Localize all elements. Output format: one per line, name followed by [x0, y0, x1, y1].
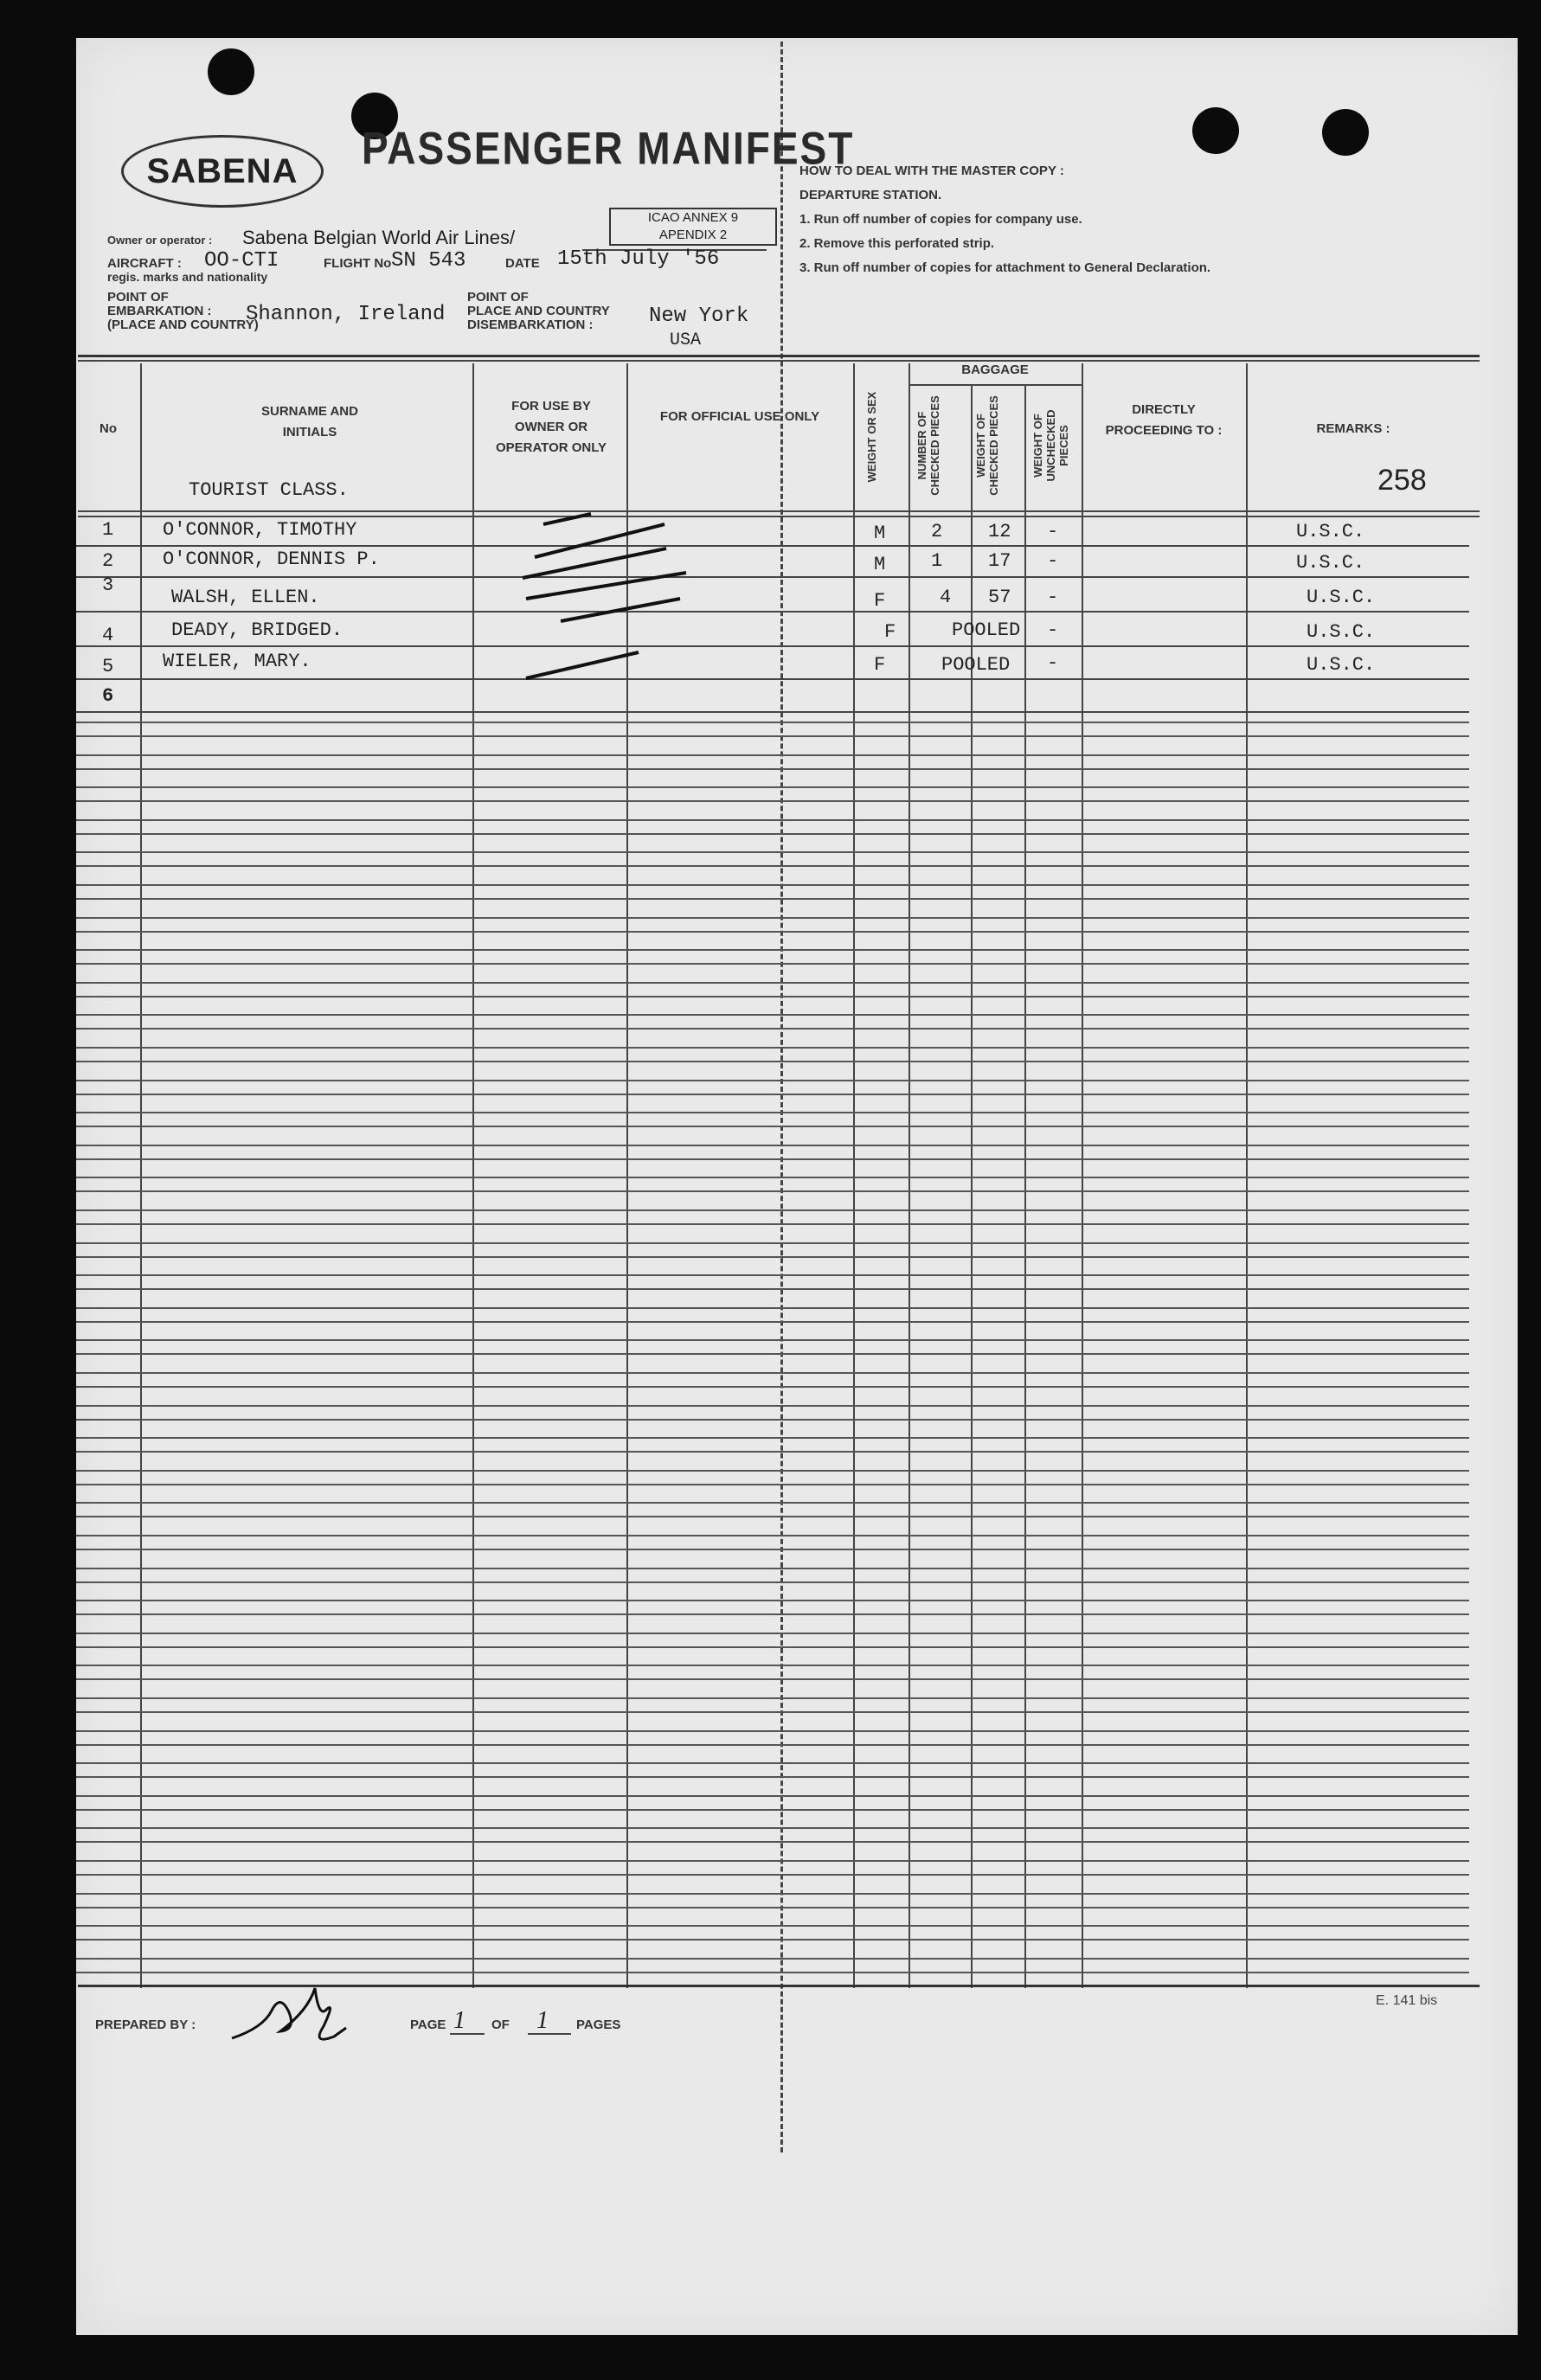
page-underline	[450, 2033, 485, 2035]
prepared-by-label: PREPARED BY :	[95, 2018, 196, 2032]
of-underline	[528, 2033, 571, 2035]
punch-hole	[1322, 109, 1369, 156]
col-header-remarks: REMARKS :	[1316, 421, 1390, 436]
embark-label-3: (PLACE AND COUNTRY)	[107, 318, 259, 332]
blank-row	[76, 1177, 1469, 1192]
blank-row	[76, 851, 1469, 867]
bag-weight: 57	[988, 587, 1011, 608]
col-header-baggage: BAGGAGE	[961, 362, 1029, 377]
blank-row	[76, 1827, 1469, 1843]
blank-row	[76, 1860, 1469, 1876]
col-header-weight-sex: WEIGHT OR SEX	[865, 391, 878, 483]
col-header-bag-checked: NUMBER OF CHECKED PIECES	[915, 395, 941, 496]
icao-annex-box	[609, 208, 777, 246]
row-rule	[76, 611, 1469, 613]
page-label: PAGE	[410, 2018, 446, 2032]
passenger-sex: F	[874, 590, 886, 612]
blank-row	[76, 1600, 1469, 1615]
row-no: 1	[102, 519, 114, 541]
row-no: 4	[102, 625, 114, 646]
blank-row	[76, 982, 1469, 998]
row-rule	[76, 545, 1469, 547]
bag-pieces: POOLED	[952, 619, 1021, 641]
owner-value: Sabena Belgian World Air Lines/	[242, 227, 516, 248]
annex-line-2: APENDIX 2	[658, 228, 728, 242]
class-label: TOURIST CLASS.	[189, 479, 349, 501]
blank-row	[76, 1730, 1469, 1746]
instruction-step: 2. Remove this perforated strip.	[799, 236, 995, 251]
row-no: 3	[102, 574, 114, 596]
table-top-rule	[78, 355, 1480, 357]
col-header-bag-weight-checked: WEIGHT OF CHECKED PIECES	[974, 395, 1000, 496]
bag-pieces: 4	[940, 587, 952, 608]
blank-row	[76, 1568, 1469, 1583]
form-code: E. 141 bis	[1376, 1993, 1438, 2008]
blank-row	[76, 1274, 1469, 1290]
passenger-name: WALSH, ELLEN.	[171, 587, 320, 608]
disembarkation-country: USA	[670, 330, 702, 350]
blank-row	[76, 1762, 1469, 1778]
col-header-owner-use: FOR USE BY OWNER OR OPERATOR ONLY	[495, 399, 607, 455]
disembarkation-value: New York	[649, 305, 749, 328]
passenger-remarks: U.S.C.	[1307, 654, 1376, 676]
header-bottom-rule-2	[78, 516, 1480, 517]
passenger-name: WIELER, MARY.	[163, 651, 311, 672]
embark-label-2: EMBARKATION :	[107, 304, 212, 318]
punch-hole	[1192, 107, 1239, 154]
blank-row	[76, 1535, 1469, 1550]
instruction-step: 3. Run off number of copies for attachment to General Declaration.	[799, 260, 1211, 275]
passenger-sex: F	[884, 621, 896, 643]
instruction-step: 1. Run off number of copies for company use.	[799, 212, 1082, 227]
embarkation-value: Shannon, Ireland	[246, 303, 446, 326]
passenger-sex: F	[874, 654, 886, 676]
row-rule	[76, 576, 1469, 578]
col-header-no: No	[100, 421, 117, 436]
passenger-name: O'CONNOR, DENNIS P.	[163, 548, 380, 570]
blank-row	[76, 884, 1469, 900]
disembark-label-2: PLACE AND COUNTRY	[467, 304, 610, 318]
handwritten-signature	[228, 1976, 350, 2054]
blank-row	[76, 1437, 1469, 1453]
row-rule	[76, 645, 1469, 647]
of-value: 1	[536, 2007, 549, 2034]
passenger-sex: M	[874, 554, 886, 575]
row-no: 6	[102, 685, 114, 707]
bag-weight: 12	[988, 521, 1011, 542]
blank-row	[76, 1307, 1469, 1323]
row-rule	[76, 711, 1469, 713]
sabena-logo: SABENA	[121, 135, 324, 208]
col-header-official: FOR OFFICIAL USE ONLY	[659, 409, 820, 424]
blank-row	[76, 1405, 1469, 1421]
of-label: OF	[491, 2018, 510, 2032]
bag-unchecked: -	[1047, 550, 1059, 572]
col-header-bag-weight-unchecked: WEIGHT OF UNCHECKED PIECES	[1031, 409, 1070, 482]
blank-row	[76, 1893, 1469, 1908]
handwritten-check-marks	[440, 505, 699, 704]
blank-row	[76, 786, 1469, 802]
disembark-label-1: POINT OF	[467, 290, 529, 305]
blank-row	[76, 722, 1469, 737]
blank-row	[76, 1795, 1469, 1811]
passenger-remarks: U.S.C.	[1307, 587, 1376, 608]
blank-row	[76, 1242, 1469, 1258]
bag-weight: 17	[988, 550, 1011, 572]
blank-row	[76, 917, 1469, 933]
blank-row	[76, 1372, 1469, 1388]
passenger-remarks: U.S.C.	[1296, 552, 1365, 574]
blank-row	[76, 1209, 1469, 1225]
passenger-name: DEADY, BRIDGED.	[171, 619, 344, 641]
passenger-remarks: U.S.C.	[1296, 521, 1365, 542]
blank-row	[76, 1080, 1469, 1095]
disembarkation-label	[467, 291, 610, 332]
date-value: 15th July '56	[557, 247, 720, 271]
bag-unchecked: -	[1047, 587, 1059, 608]
passenger-sex: M	[874, 523, 886, 544]
bag-pieces: POOLED	[941, 654, 1011, 676]
blank-row	[76, 1047, 1469, 1062]
blank-row	[76, 1339, 1469, 1355]
row-no: 5	[102, 656, 114, 677]
blank-row	[76, 754, 1469, 770]
table-top-rule-2	[78, 360, 1480, 362]
date-label: DATE	[505, 256, 540, 271]
aircraft-sub: regis. marks and nationality	[107, 270, 268, 284]
header-bottom-rule	[78, 510, 1480, 512]
instructions-subtitle: DEPARTURE STATION.	[799, 188, 942, 202]
col-header-surname: SURNAME AND INITIALS	[261, 404, 358, 439]
passenger-name: O'CONNOR, TIMOTHY	[163, 519, 357, 541]
blank-row	[76, 1697, 1469, 1713]
flight-value: SN 543	[391, 249, 466, 273]
form-title: PASSENGER MANIFEST	[362, 122, 855, 174]
blank-row	[76, 1958, 1469, 1973]
baggage-header-rule	[909, 384, 1082, 386]
blank-row	[76, 949, 1469, 965]
page-value: 1	[453, 2007, 466, 2034]
col-header-proceeding: DIRECTLY PROCEEDING TO :	[1105, 402, 1223, 438]
remarks-page-number: 258	[1377, 464, 1427, 497]
pages-label: PAGES	[576, 2018, 621, 2032]
disembark-label-3: DISEMBARKATION :	[467, 318, 594, 332]
instructions-title: HOW TO DEAL WITH THE MASTER COPY :	[799, 164, 1064, 178]
bag-pieces: 2	[931, 521, 943, 542]
blank-row	[76, 1145, 1469, 1160]
row-rule	[76, 678, 1469, 680]
embark-label-1: POINT OF	[107, 290, 169, 305]
row-no: 2	[102, 550, 114, 572]
blank-row	[76, 1502, 1469, 1517]
bag-unchecked: -	[1047, 652, 1059, 674]
aircraft-value: OO-CTI	[204, 249, 279, 273]
blank-row	[76, 1633, 1469, 1648]
blank-row	[76, 819, 1469, 835]
bag-pieces: 1	[931, 550, 943, 572]
aircraft-label: AIRCRAFT :	[107, 256, 182, 271]
flight-label: FLIGHT No	[324, 256, 392, 271]
blank-row	[76, 1112, 1469, 1127]
embarkation-label	[107, 291, 259, 332]
annex-line-1: ICAO ANNEX 9	[647, 210, 739, 225]
bag-unchecked: -	[1047, 619, 1059, 641]
manifest-sheet	[76, 38, 1518, 2335]
punch-hole	[208, 48, 254, 95]
blank-row	[76, 1014, 1469, 1030]
passenger-remarks: U.S.C.	[1307, 621, 1376, 643]
bag-unchecked: -	[1047, 521, 1059, 542]
master-copy-instructions	[799, 159, 1457, 280]
owner-label: Owner or operator :	[107, 234, 213, 247]
blank-row	[76, 1665, 1469, 1680]
blank-row	[76, 1470, 1469, 1485]
blank-row	[76, 1925, 1469, 1941]
